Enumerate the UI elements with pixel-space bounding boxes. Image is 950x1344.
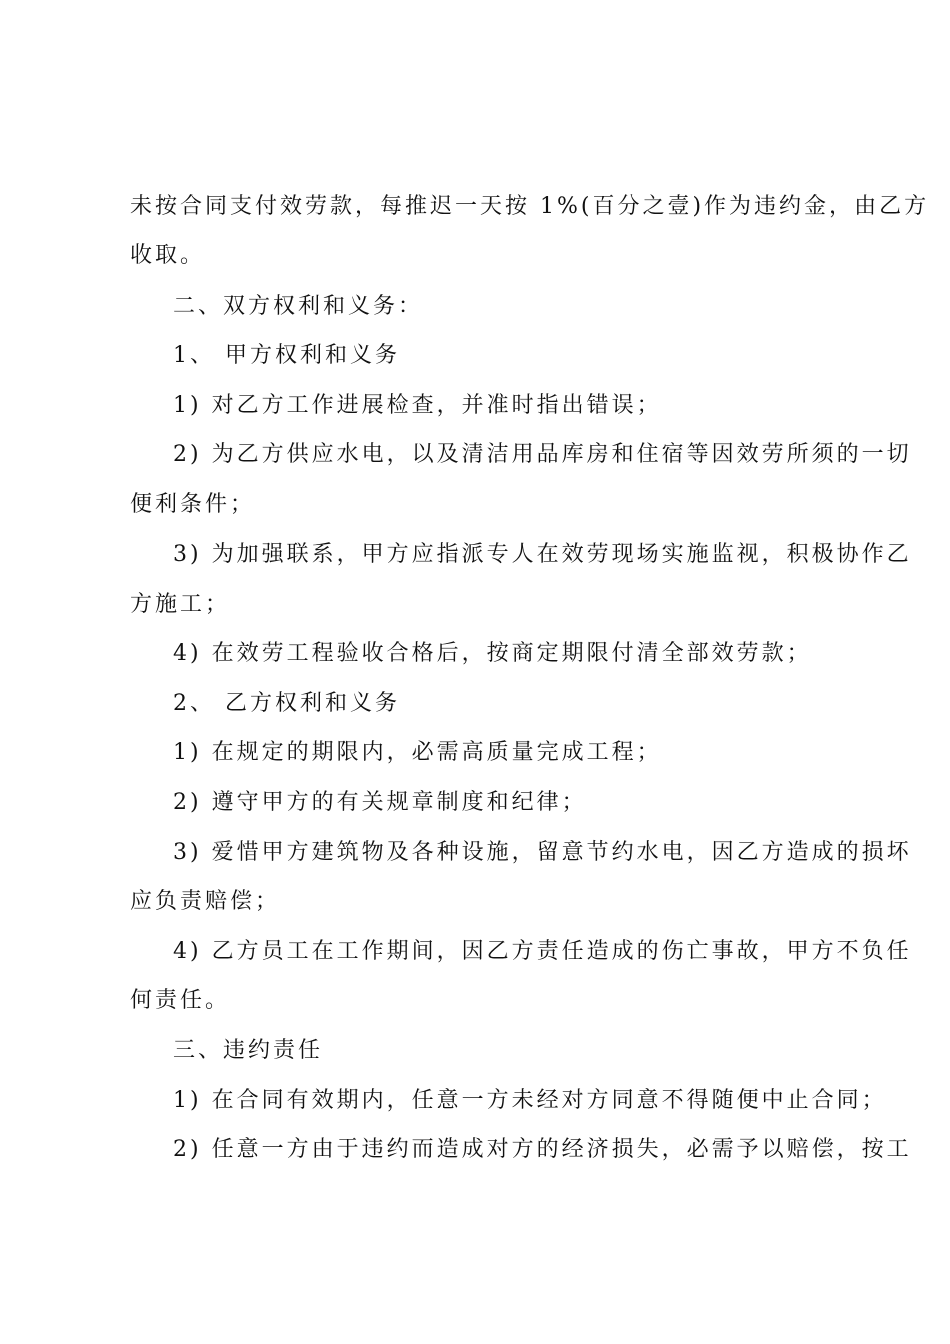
list-item-continuation: 应负责赔偿； bbox=[130, 889, 281, 914]
list-item: 3) 为加强联系，甲方应指派专人在效劳现场实施监视，积极协作乙 bbox=[173, 542, 912, 567]
list-item-continuation: 方施工； bbox=[130, 592, 231, 617]
list-item: 1) 在规定的期限内，必需高质量完成工程； bbox=[173, 740, 662, 765]
list-item: 4) 乙方员工在工作期间，因乙方责任造成的伤亡事故，甲方不负任 bbox=[173, 939, 912, 964]
list-item: 2) 任意一方由于违约而造成对方的经济损失，必需予以赔偿，按工 bbox=[173, 1137, 912, 1162]
paragraph-line: 未按合同支付效劳款，每推迟一天按 1%(百分之壹)作为违约金，由乙方 bbox=[130, 194, 930, 219]
list-item: 4) 在效劳工程验收合格后，按商定期限付清全部效劳款； bbox=[173, 641, 812, 666]
list-item: 2) 遵守甲方的有关规章制度和纪律； bbox=[173, 790, 587, 815]
paragraph-line: 收取。 bbox=[130, 243, 206, 268]
list-item-continuation: 便利条件； bbox=[130, 492, 256, 517]
list-item: 1) 对乙方工作进展检查，并准时指出错误； bbox=[173, 393, 662, 418]
list-item: 3) 爱惜甲方建筑物及各种设施，留意节约水电，因乙方造成的损坏 bbox=[173, 840, 912, 865]
subsection-heading: 2、 乙方权利和义务 bbox=[173, 691, 400, 716]
subsection-heading: 1、 甲方权利和义务 bbox=[173, 343, 400, 368]
list-item-continuation: 何责任。 bbox=[130, 988, 231, 1013]
list-item: 2) 为乙方供应水电，以及清洁用品库房和住宿等因效劳所须的一切 bbox=[173, 442, 912, 467]
list-item: 1) 在合同有效期内，任意一方未经对方同意不得随便中止合同； bbox=[173, 1088, 887, 1113]
section-heading: 三、违约责任 bbox=[173, 1038, 324, 1063]
section-heading: 二、双方权利和义务： bbox=[173, 294, 424, 319]
